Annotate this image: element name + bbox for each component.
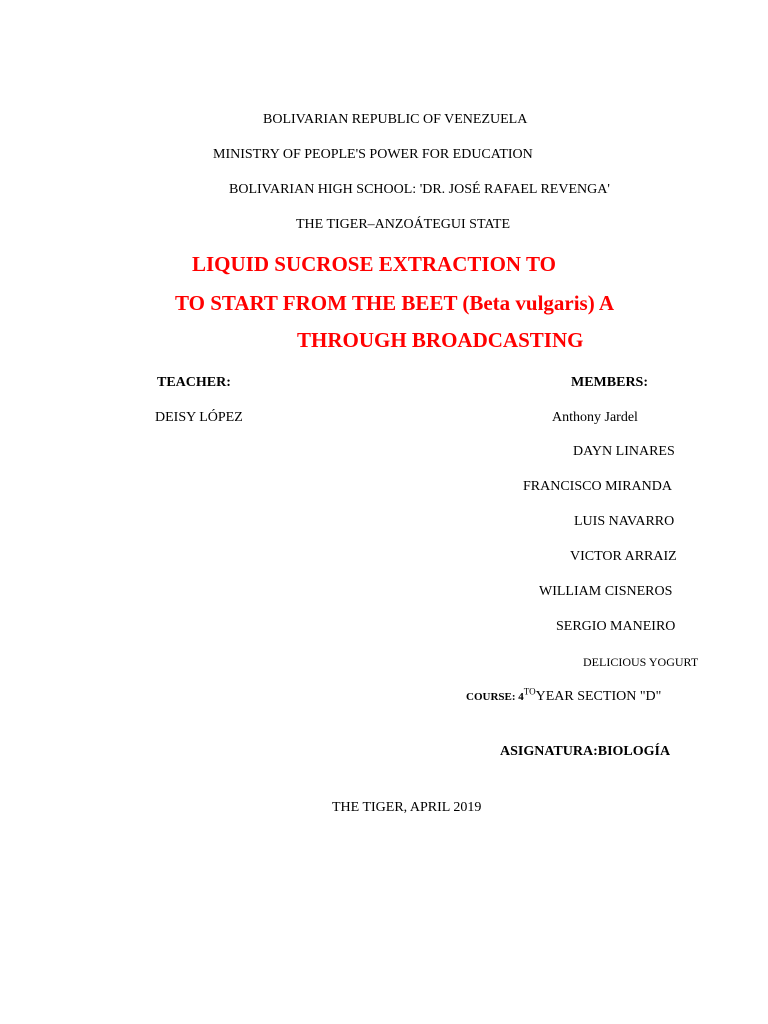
member-name: FRANCISCO MIRANDA — [523, 479, 672, 494]
course-superscript: TO — [523, 686, 536, 697]
course-line — [466, 686, 662, 705]
member-name: LUIS NAVARRO — [574, 514, 675, 529]
teacher-name: DEISY LÓPEZ — [155, 410, 243, 425]
course-label: COURSE: 4 — [466, 691, 524, 703]
course-text: YEAR SECTION "D" — [535, 689, 662, 704]
header-state: THE TIGER–ANZOÁTEGUI STATE — [296, 217, 511, 232]
members-label: MEMBERS: — [571, 375, 648, 390]
place-date: THE TIGER, APRIL 2019 — [332, 800, 482, 815]
member-name: VICTOR ARRAIZ — [570, 549, 677, 564]
title-line-2: TO START FROM THE BEET (Beta vulgaris) A — [175, 291, 614, 315]
subject-line: ASIGNATURA:BIOLOGÍA — [500, 744, 671, 759]
title-line-1: LIQUID SUCROSE EXTRACTION TO — [192, 252, 556, 276]
header-country: BOLIVARIAN REPUBLIC OF VENEZUELA — [263, 112, 528, 127]
teacher-label: TEACHER: — [157, 375, 231, 390]
member-name: SERGIO MANEIRO — [556, 619, 676, 634]
header-ministry: MINISTRY OF PEOPLE'S POWER FOR EDUCATION — [213, 147, 533, 162]
member-name: WILLIAM CISNEROS — [539, 584, 673, 599]
member-name: Anthony Jardel — [552, 410, 638, 425]
header-school: BOLIVARIAN HIGH SCHOOL: 'DR. JOSÉ RAFAEL REVENGA' — [229, 182, 610, 197]
member-name: DELICIOUS YOGURT — [583, 655, 699, 669]
title-line-3: THROUGH BROADCASTING — [297, 328, 584, 352]
member-name: DAYN LINARES — [573, 444, 675, 459]
